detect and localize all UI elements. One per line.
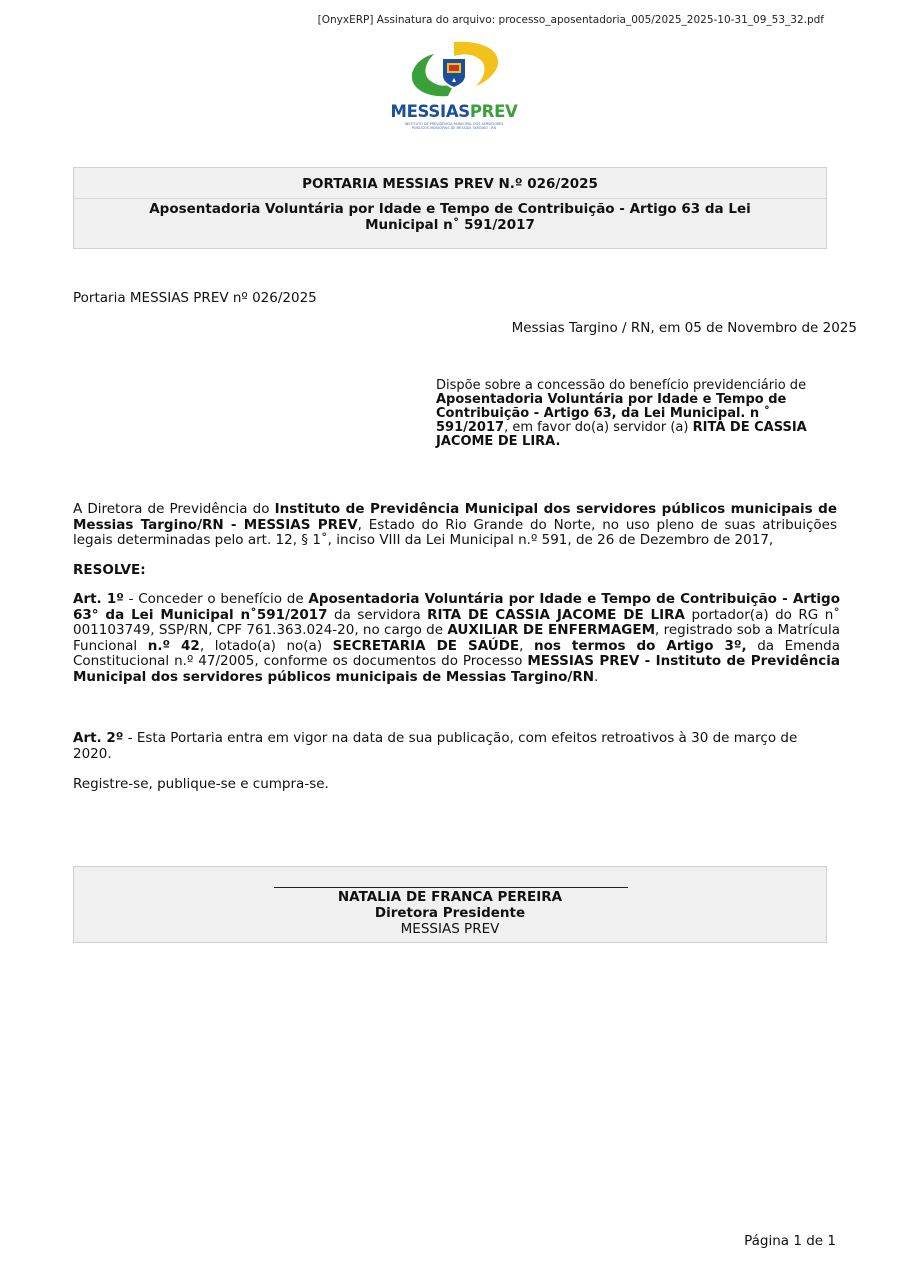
closing-statement: Registre-se, publique-se e cumpra-se. [73,776,329,792]
ementa: Dispõe sobre a concessão do benefício previdenciário de Aposentadoria Voluntária por Idade e Tempo de Contribuição - Artigo 63, da Lei Municipal. n ˚ 591/2017, em favor do(a) servidor (a) RITA DE CASSIA JACOME DE LIRA. [436,378,807,449]
article-1: Art. 1º - Conceder o benefício de Aposentadoria Voluntária por Idade e Tempo de Contribuição - Artigo 63° da Lei Municipal n˚591/2017 da servidora RITA DE CASSIA JACOME DE LIRA portador(a) do RG n˚ 001103749, SSP/RN, CPF 761.363.024-20, no cargo de AUXILIAR DE ENFERMAGEM, registrado sob a Matrícula Funcional n.º 42, lotado(a) no(a) SECRETARIA DE SAÚDE, nos termos do Artigo 3º, da Emenda Constitucional n.º 47/2005, conforme os documentos do Processo MESSIAS PREV - Instituto de Previdência Municipal dos servidores públicos municipais de Messias Targino/RN. [73,591,840,685]
page-number: Página 1 de 1 [744,1233,836,1249]
article-2: Art. 2º - Esta Portaria entra em vigor na data de sua publicação, com efeitos retroativos à 30 de março de 2020. [73,730,798,762]
title-divider [74,198,826,199]
messias-prev-logo [390,38,518,130]
place-and-date: Messias Targino / RN, em 05 de Novembro de 2025 [511,320,857,336]
portaria-subtitle: Aposentadoria Voluntária por Idade e Tempo de Contribuição - Artigo 63 da Lei Municipal n˚ 591/2017 [149,201,751,233]
signatory-organization: MESSIAS PREV [400,921,500,937]
signatory-role: Diretora Presidente [374,905,526,921]
logo-tagline: INSTITUTO DE PREVIDÊNCIA MUNICIPAL DOS SERVIDORES PÚBLICOS MUNICIPAIS DE MESSIAS TARGINO - RN [404,122,504,130]
file-signature-header: [OnyxERP] Assinatura do arquivo: processo_aposentadoria_005/2025_2025-10-31_09_53_32.pdf [317,14,824,26]
logo-emblem-icon [390,38,518,102]
signature-line [274,887,628,888]
portaria-title: PORTARIA MESSIAS PREV N.º 026/2025 [302,176,598,192]
signature-box [73,866,827,943]
portaria-reference: Portaria MESSIAS PREV nº 026/2025 [73,290,317,306]
signatory-name: NATALIA DE FRANCA PEREIRA [337,889,563,905]
logo-wordmark: MESSIASPREV [390,102,518,121]
resolve-heading: RESOLVE: [73,562,146,578]
title-box [73,167,827,249]
preamble-paragraph: A Diretora de Previdência do Instituto de Previdência Municipal dos servidores públicos municipais de Messias Targino/RN - MESSIAS PREV, Estado do Rio Grande do Norte, no uso pleno de suas atribuições legais determinadas pelo art. 12, § 1˚, inciso VIII da Lei Municipal n.º 591, de 26 de Dezembro de 2017, [73,501,837,548]
